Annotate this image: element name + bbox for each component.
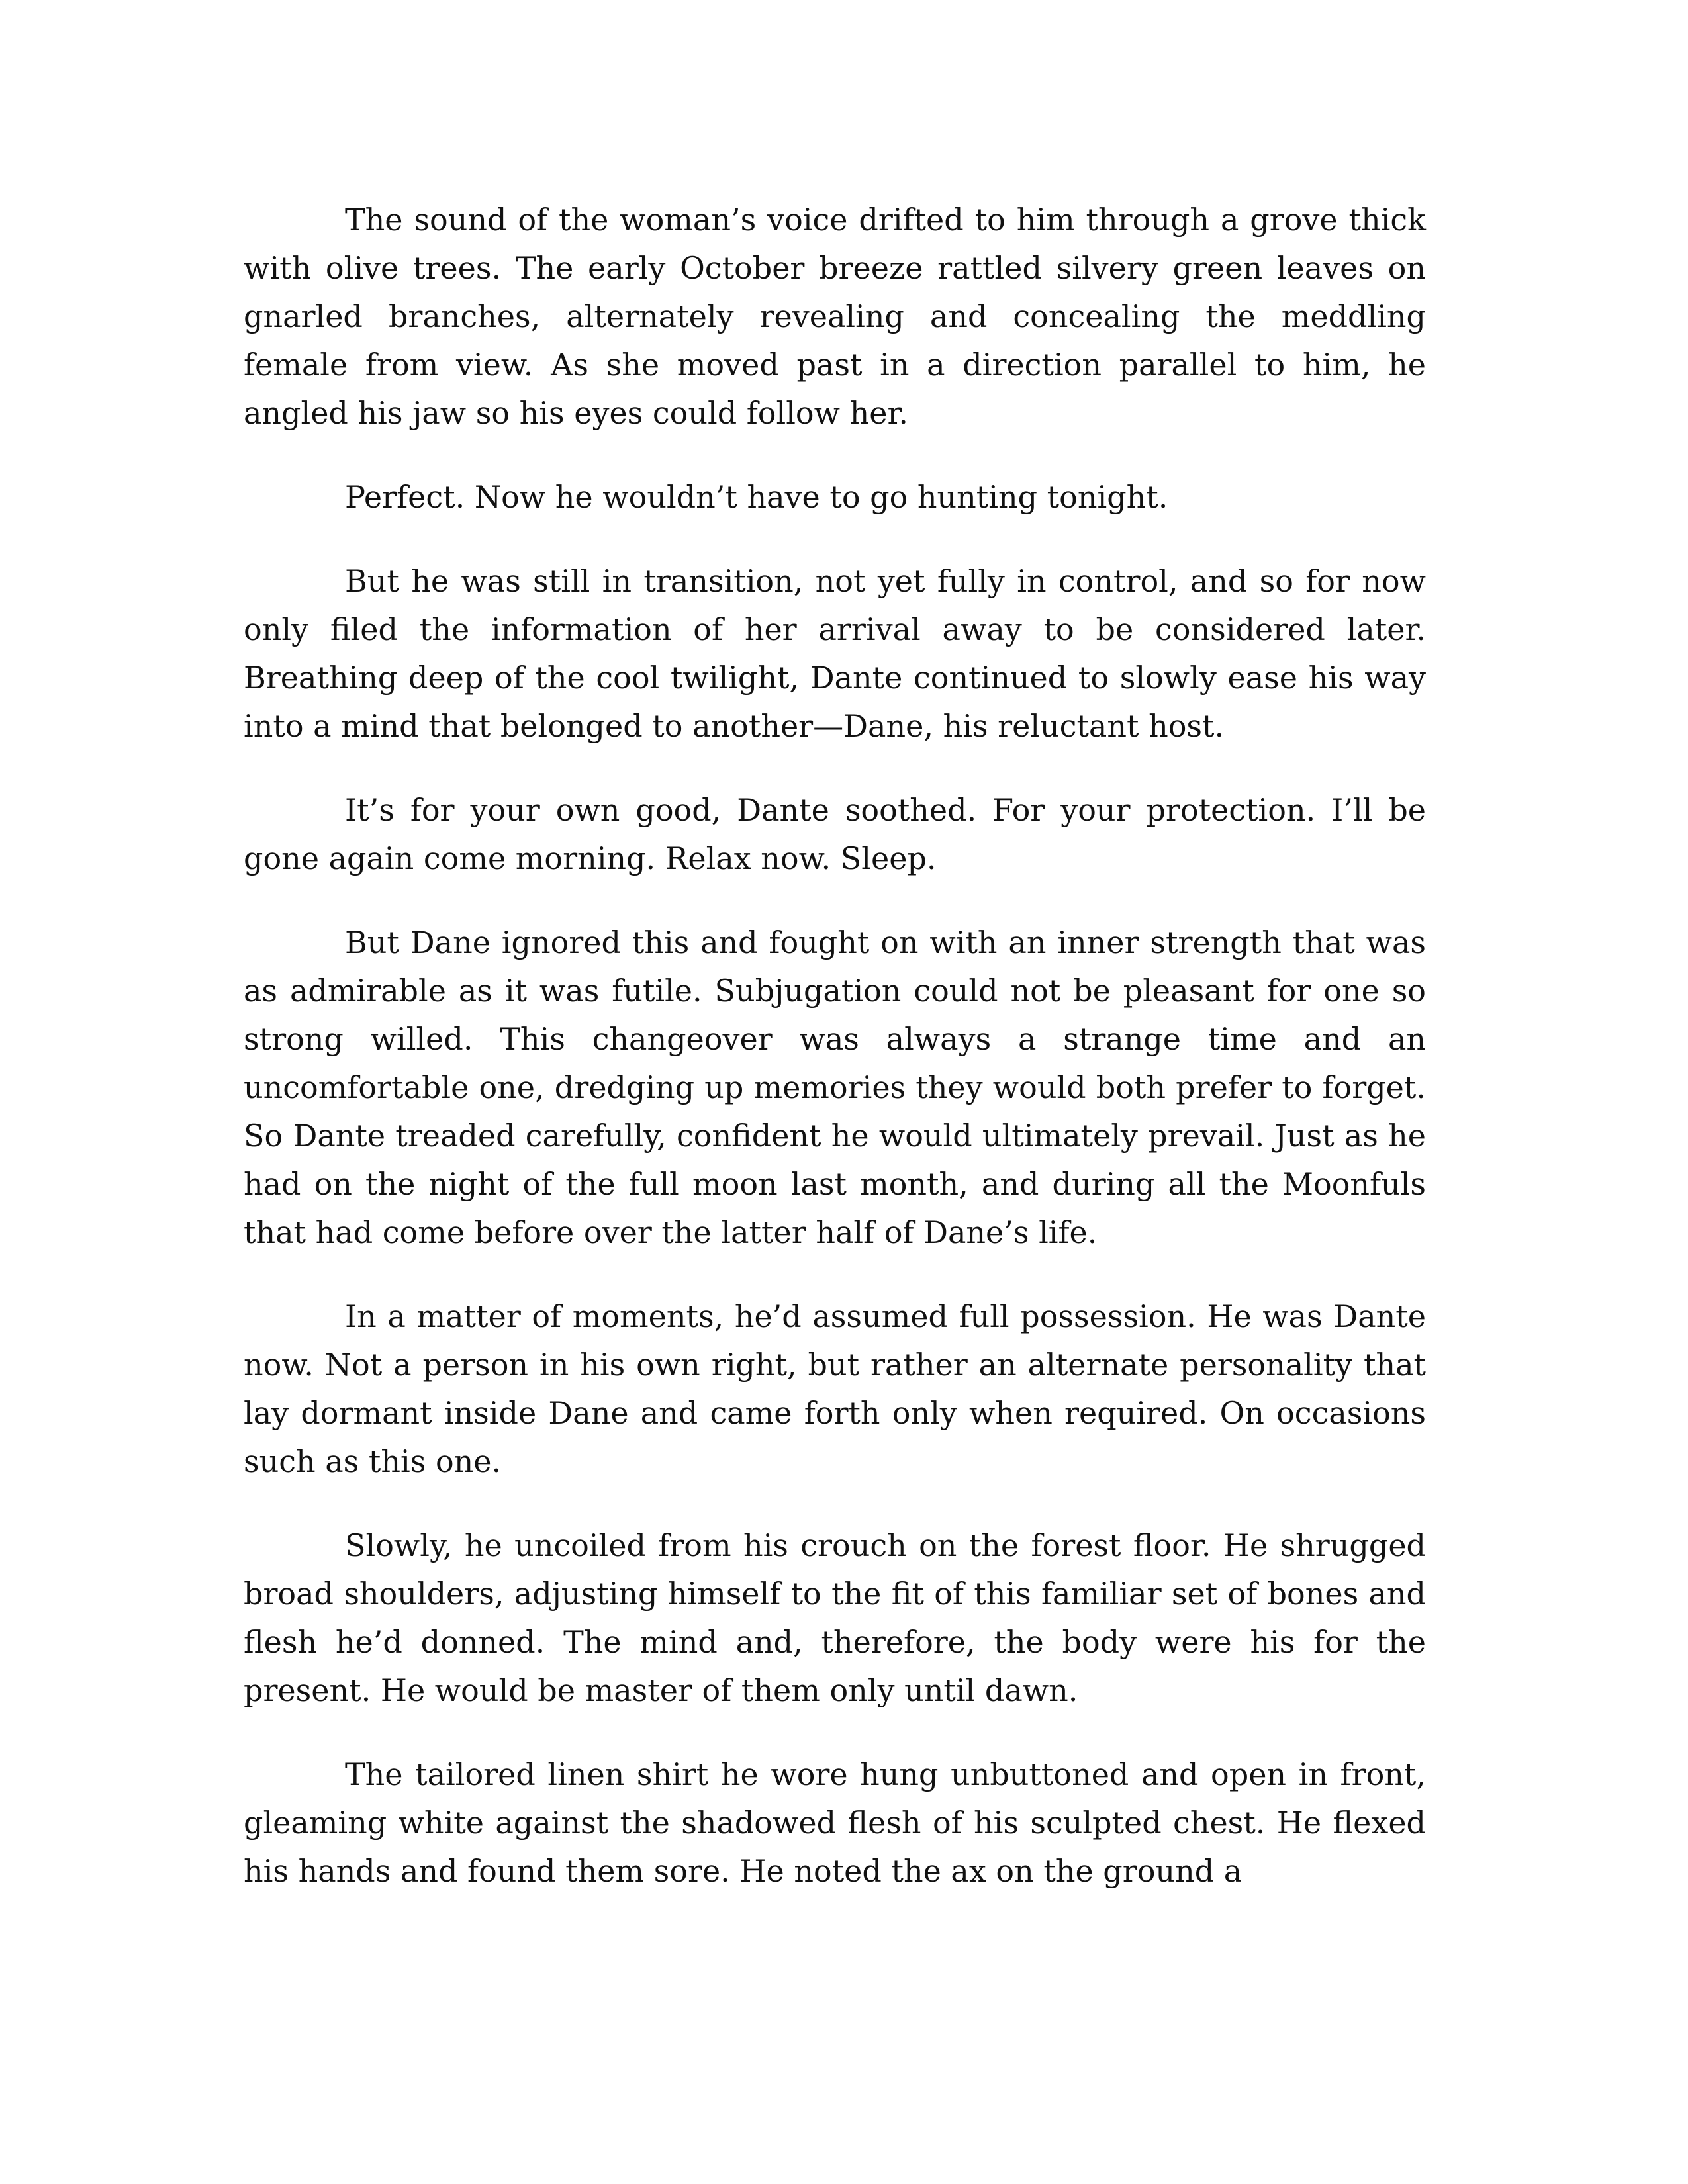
paragraph-1: The sound of the woman’s voice drifted to him through a grove thick with olive trees. The early October breeze rattled silvery green leaves on gnarled branches, alternately revealing and concealing the meddling female from view. As she moved past in a direction parallel to him, he angled his jaw so his eyes could follow her. [244, 202, 1426, 431]
paragraph-8: The tailored linen shirt he wore hung unbuttoned and open in front, gleaming white against the shadowed flesh of his sculpted chest. He flexed his hands and found them sore. He noted the ax on the ground a [244, 1756, 1426, 1889]
paragraph-2: Perfect. Now he wouldn’t have to go hunting tonight. [345, 479, 1168, 515]
paragraph-3: But he was still in transition, not yet fully in control, and so for now only filed the information of her arrival away to be considered later. Breathing deep of the cool twilight, Dante continued to slowly ease his way into a mind that belonged to another—Dane, his reluctant host. [244, 563, 1426, 744]
document-page [244, 196, 1426, 1895]
paragraph-5: But Dane ignored this and fought on with an inner strength that was as admirable as it was futile. Subjugation could not be pleasant for one so strong willed. This changeover was always a strange time and an uncomfortable one, dredging up memories they would both prefer to forget. So Dante treaded carefully, confident he would ultimately prevail. Just as he had on the night of the full moon last month, and during all the Moonfuls that had come before over the latter half of Dane’s life. [244, 925, 1426, 1250]
paragraph-6: In a matter of moments, he’d assumed full possession. He was Dante now. Not a person in his own right, but rather an alternate personality that lay dormant inside Dane and came forth only when required. On occasions such as this one. [244, 1298, 1426, 1479]
paragraph-7: Slowly, he uncoiled from his crouch on the forest floor. He shrugged broad shoulders, adjusting himself to the fit of this familiar set of bones and flesh he’d donned. The mind and, therefore, the body were his for the present. He would be master of them only until dawn. [244, 1527, 1426, 1708]
paragraph-4: It’s for your own good, Dante soothed. For your protection. I’ll be gone again come morning. Relax now. Sleep. [244, 792, 1426, 876]
